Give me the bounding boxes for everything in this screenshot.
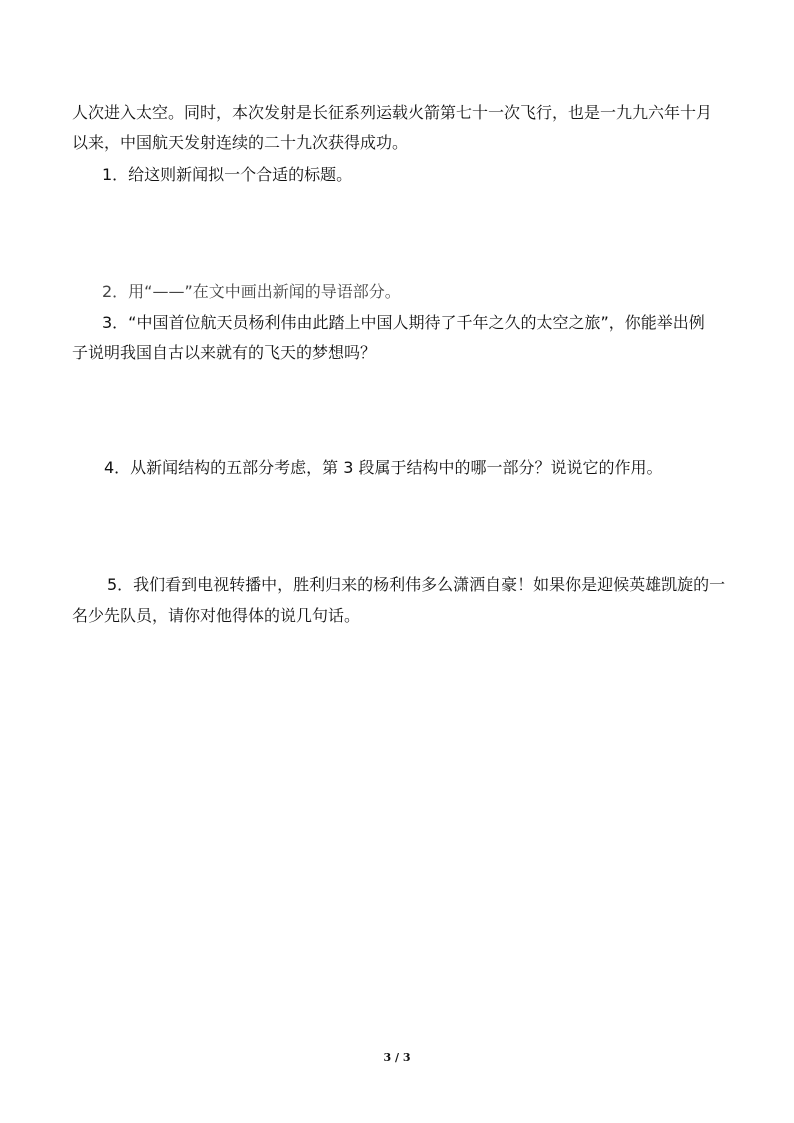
question-2: 2．用“——”在文中画出新闻的导语部分。 (102, 282, 401, 301)
question-1: 1．给这则新闻拟一个合适的标题。 (102, 165, 353, 184)
question-3-line-2: 子说明我国自古以来就有的飞天的梦想吗？ (72, 343, 377, 362)
page-number: 3 / 3 (383, 1051, 411, 1064)
paragraph-line-1: 人次进入太空。同时，本次发射是长征系列运载火箭第七十一次飞行，也是一九九六年十月 (72, 103, 713, 122)
question-4: 4．从新闻结构的五部分考虑，第 3 段属于结构中的哪一部分？说说它的作用。 (104, 458, 663, 477)
question-3-line-1: 3．“中国首位航天员杨利伟由此踏上中国人期待了千年之久的太空之旅”，你能举出例 (102, 313, 705, 332)
question-5-line-2: 名少先队员，请你对他得体的说几句话。 (72, 606, 361, 625)
paragraph-line-2: 以来，中国航天发射连续的二十九次获得成功。 (72, 133, 409, 152)
question-5-line-1: 5．我们看到电视转播中，胜利归来的杨利伟多么潇洒自豪！如果你是迎候英雄凯旋的一 (107, 575, 726, 594)
